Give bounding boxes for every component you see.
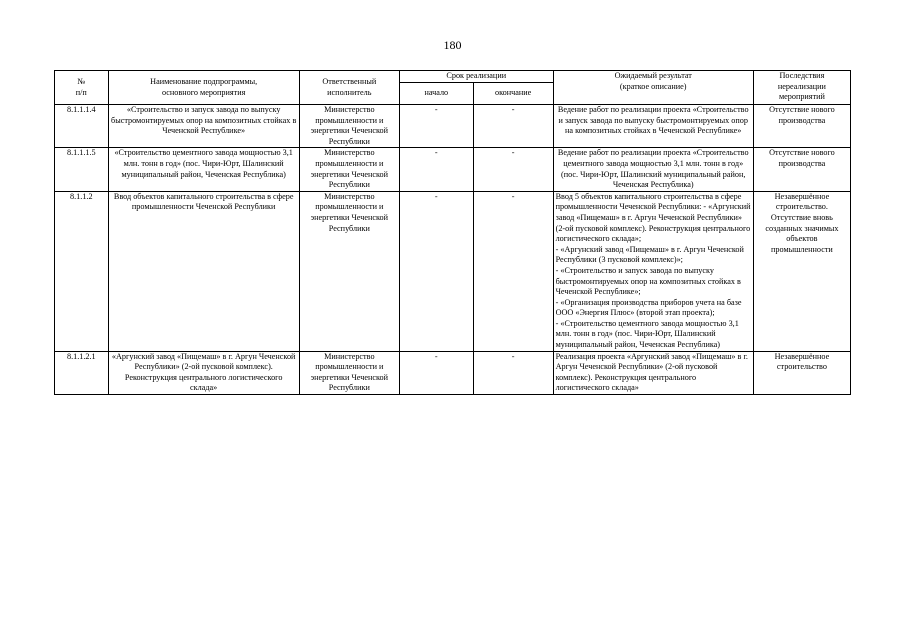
row-end: - bbox=[473, 105, 553, 148]
table-row bbox=[55, 105, 851, 148]
row-num: 8.1.1.1.4 bbox=[55, 105, 109, 148]
row-num: 8.1.1.1.5 bbox=[55, 148, 109, 191]
page-number: 180 bbox=[443, 38, 462, 52]
program-table bbox=[54, 70, 851, 395]
row-consequences: Отсутствие нового производства bbox=[753, 148, 850, 191]
row-start: - bbox=[399, 105, 473, 148]
row-num: 8.1.1.2 bbox=[55, 191, 109, 351]
row-end: - bbox=[473, 191, 553, 351]
table-row bbox=[55, 191, 851, 351]
row-executor: Министерство промышленности и энергетики Чеченской Республики bbox=[299, 105, 399, 148]
row-result: Реализация проекта «Аргунский завод «Пищемаш» в г. Аргун Чеченской Республики» (2-ой пусковой комплекс). Реконструкция центрального логистического склада» bbox=[553, 351, 753, 394]
header-consequences: Последствия нереализации мероприятий bbox=[753, 71, 850, 105]
header-start: начало bbox=[399, 83, 473, 105]
row-executor: Министерство промышленности и энергетики Чеченской Республики bbox=[299, 191, 399, 351]
row-name: «Аргунский завод «Пищемаш» в г. Аргун Чеченской Республики» (2-ой пусковой комплекс). Реконструкция центрального логистического склада» bbox=[108, 351, 299, 394]
row-consequences: Отсутствие нового производства bbox=[753, 105, 850, 148]
row-name: Ввод объектов капитального строительства в сфере промышленности Чеченской Республики bbox=[108, 191, 299, 351]
row-result: Ввод 5 объектов капитального строительства в сфере промышленности Чеченской Республики: - «Аргунский завод «Пищемаш» в г. Аргун Чеченской Республики» (2-ой пусковой комплекс). Реконструкция центрального логистического склада»; - «Аргунский завод «Пищемаш» в г. Аргун Чеченской Республики (3 пусковой комплекс)»; - «Строительство и запуск завода по выпуску быстромонтируемых опор на композитных стойках в Чеченской Республике»; - «Организация производства приборов учета на базе ООО «Энергия Плюс» (второй этап проекта); - «Строительство цементного завода мощностью 3,1 млн. тонн в год» (пос. Чири-Юрт, Шалинский муниципальный район, Чеченская Республика) bbox=[553, 191, 753, 351]
row-name: «Строительство цементного завода мощностью 3,1 млн. тонн в год» (пос. Чири-Юрт, Шалинский муниципальный район, Чеченская Республика) bbox=[108, 148, 299, 191]
header-term: Срок реализации bbox=[399, 71, 553, 83]
row-start: - bbox=[399, 191, 473, 351]
row-name: «Строительство и запуск завода по выпуску быстромонтируемых опор на композитных стойках в Чеченской Республике» bbox=[108, 105, 299, 148]
table-row bbox=[55, 351, 851, 394]
header-executor: Ответственный исполнитель bbox=[299, 71, 399, 105]
row-end: - bbox=[473, 351, 553, 394]
table-row bbox=[55, 148, 851, 191]
row-consequences: Незавершённое строительство bbox=[753, 351, 850, 394]
header-end: окончание bbox=[473, 83, 553, 105]
row-start: - bbox=[399, 351, 473, 394]
row-consequences: Незавершённое строительство. Отсутствие вновь созданных значимых объектов промышленности bbox=[753, 191, 850, 351]
row-num: 8.1.1.2.1 bbox=[55, 351, 109, 394]
row-end: - bbox=[473, 148, 553, 191]
row-executor: Министерство промышленности и энергетики Чеченской Республики bbox=[299, 351, 399, 394]
row-start: - bbox=[399, 148, 473, 191]
header-num: № п/п bbox=[55, 71, 109, 105]
header-name: Наименование подпрограммы, основного мероприятия bbox=[108, 71, 299, 105]
row-result: Ведение работ по реализации проекта «Строительство и запуск завода по выпуску быстромонтируемых опор на композитных стойках в Чеченской Республике» bbox=[553, 105, 753, 148]
header-result: Ожидаемый результат (краткое описание) bbox=[553, 71, 753, 105]
row-executor: Министерство промышленности и энергетики Чеченской Республики bbox=[299, 148, 399, 191]
row-result: Ведение работ по реализации проекта «Строительство цементного завода мощностью 3,1 млн. тонн в год» (пос. Чири-Юрт, Шалинский муниципальный район, Чеченская Республика) bbox=[553, 148, 753, 191]
